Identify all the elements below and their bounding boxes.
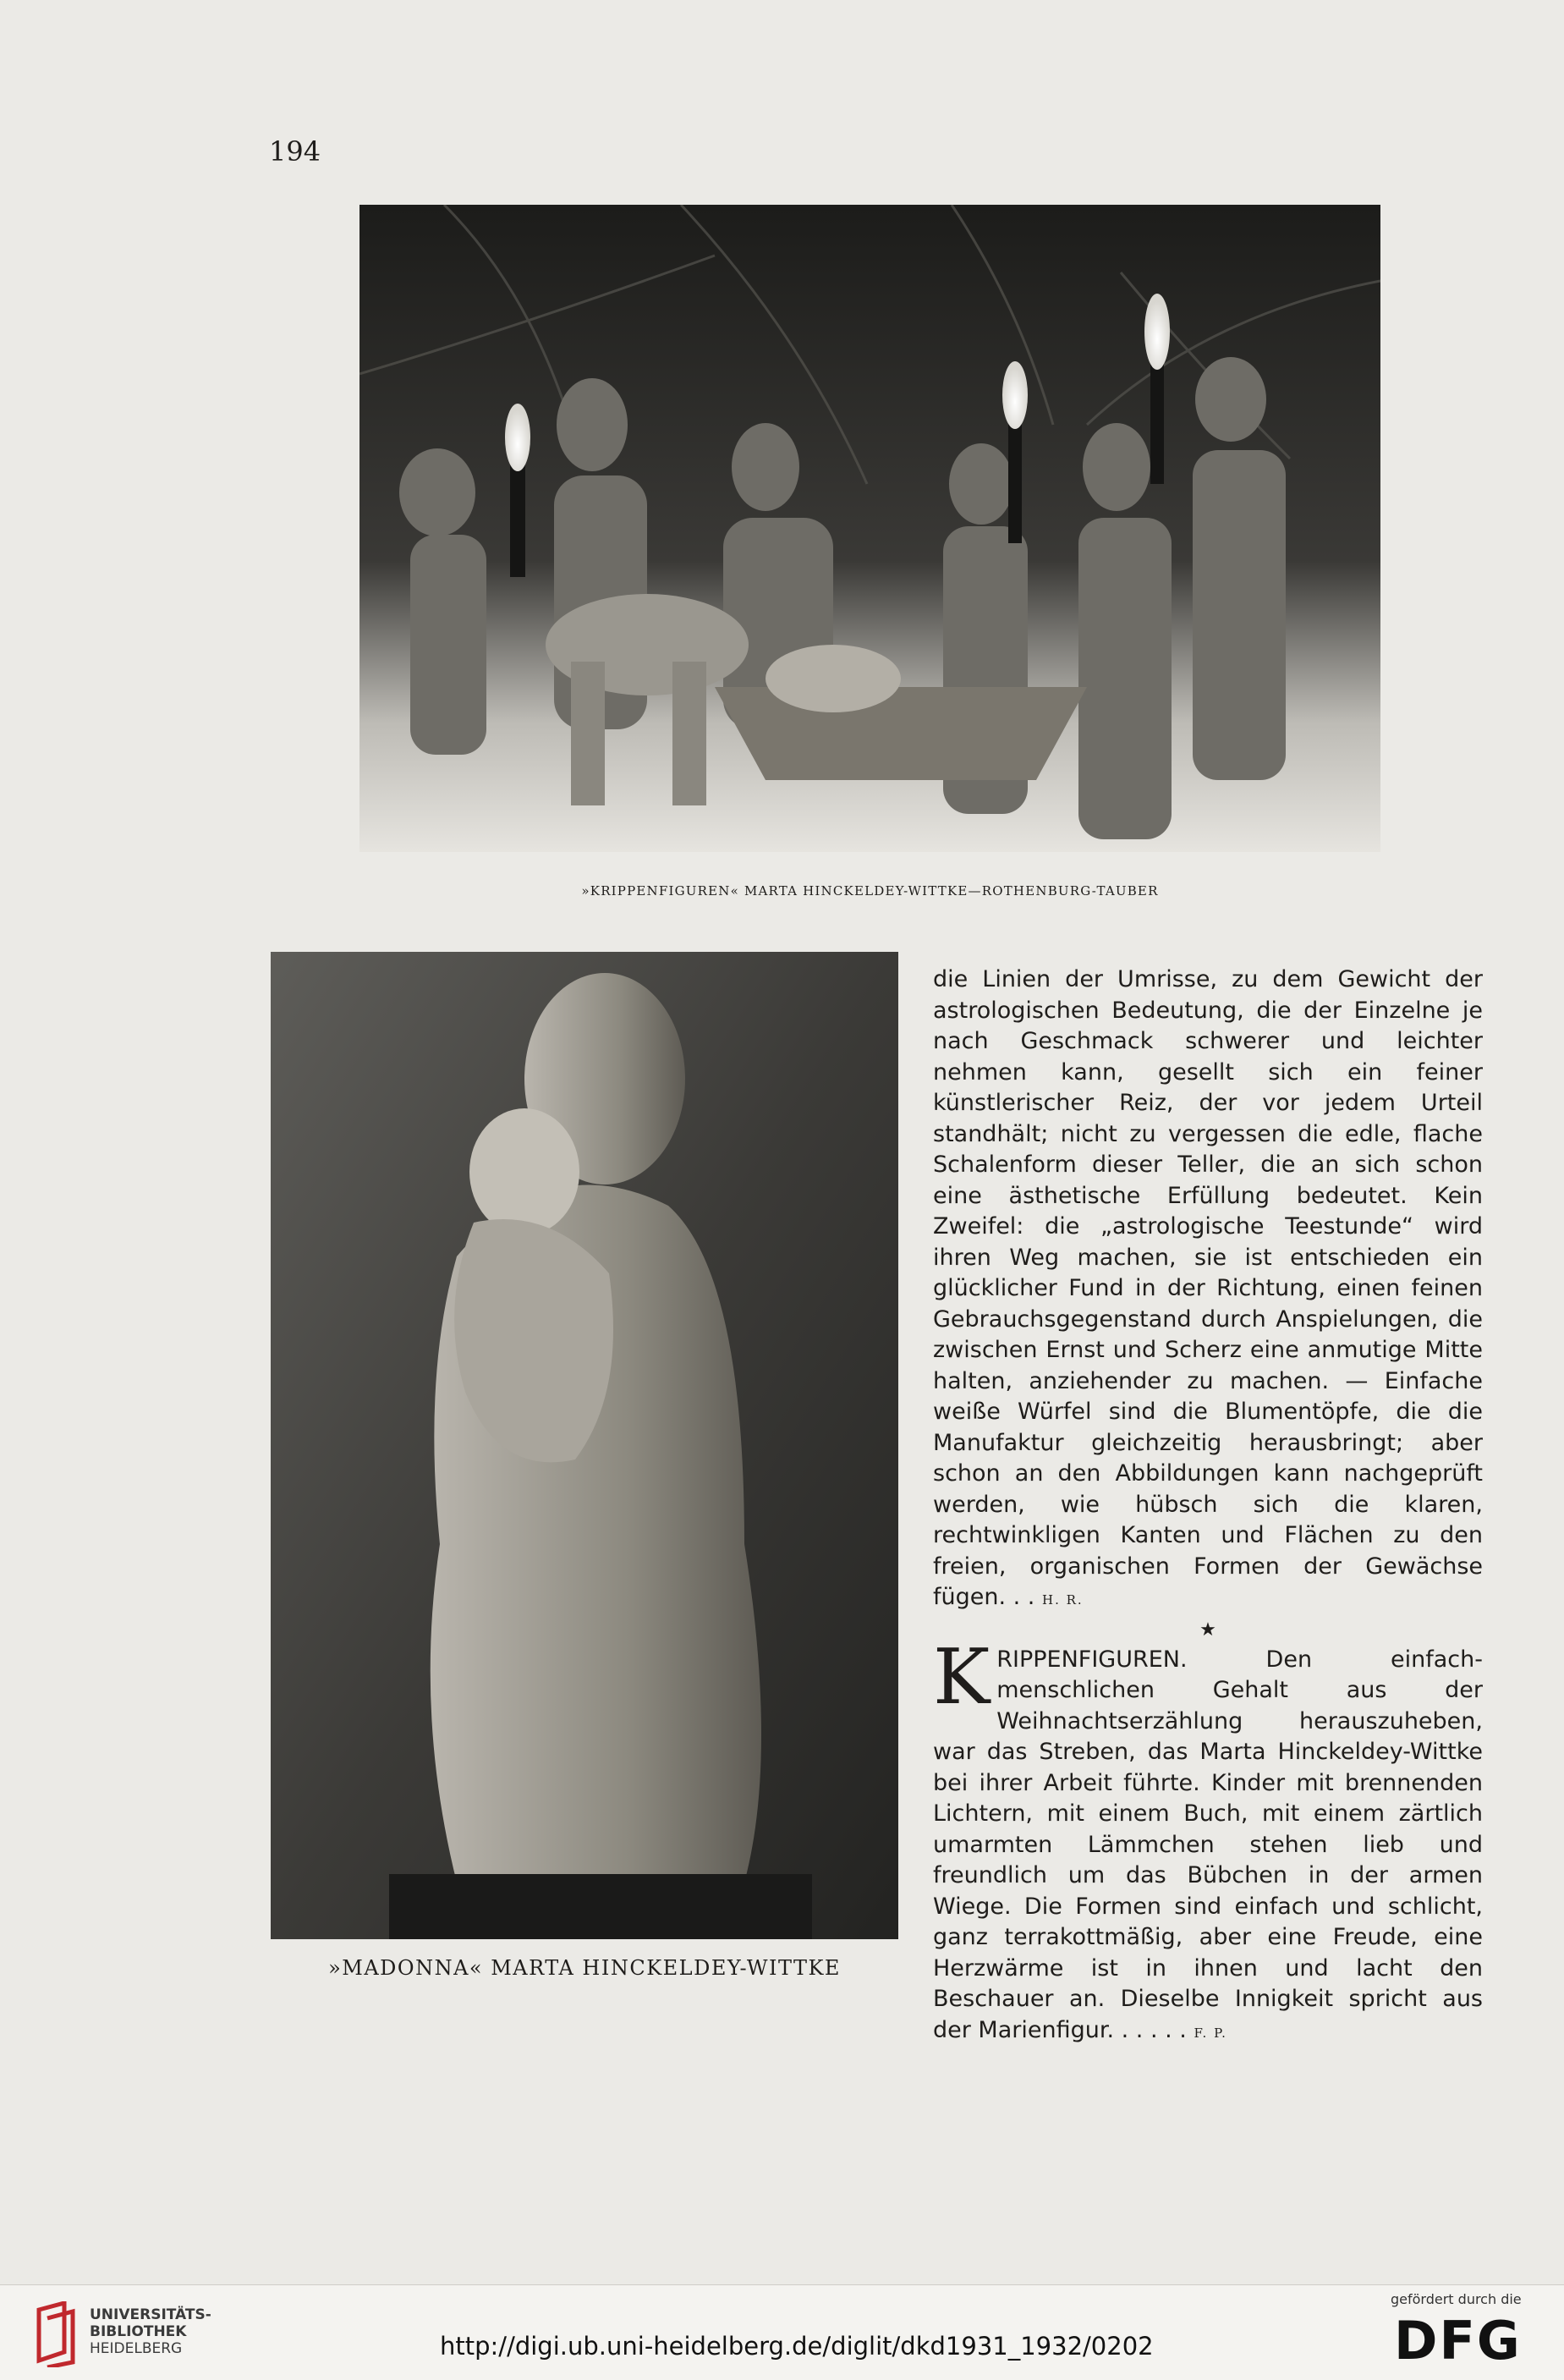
author-initials-1: H. R. [1042, 1592, 1084, 1608]
library-name-line-1: UNIVERSITÄTS- [90, 2306, 211, 2323]
dfg-logo: DFG [1394, 2310, 1522, 2372]
drop-cap-letter: K [933, 1632, 991, 1722]
page-number: 194 [269, 135, 321, 168]
article-paragraph-2: RIPPENFIGUREN. Den einfach-menschlichen Gehalt aus der Weihnachtserzählung herauszuheben, war das Streben, das Marta Hinckeldey-Wittke bei ihrer Arbeit führte. Kinder mit brennenden Lichtern, mit einem Buch, mit einem zärtlich umarmten Lämmchen stehen lieb und freundlich um das Bübchen in der armen Wiege. Die Formen sind einfach und schlicht, ganz terrakottmäßig, aber eine Freude, eine Herzwärme ist in ihnen und lacht den Beschauer an. Dieselbe Innigkeit spricht aus der Marienfigur. . . . . . [933, 1646, 1483, 2043]
library-logo-icon [30, 2301, 81, 2367]
source-url-link[interactable]: http://digi.ub.uni-heidelberg.de/diglit/dkd1931_1932/0202 [440, 2332, 1154, 2361]
article-paragraph-1: die Linien der Umrisse, zu dem Gewicht der astrologischen Bedeutung, die der Einzelne je nach Geschmack schwerer und leichter nehmen kann, gesellt sich ein feiner künstlerischer Reiz, der vor jedem Urteil standhält; nicht zu vergessen die edle, flache Schalenform dieser Teller, die an sich schon eine ästhetische Erfüllung bedeutet. Kein Zweifel: die „astrologische Teestunde“ wird ihren Weg machen, sie ist entschieden ein glücklicher Fund in der Richtung, einen feinen Gebrauchsgegenstand durch Anspielungen, die zwischen Ernst und Scherz eine anmutige Mitte halten, anziehender zu machen. — Einfache weiße Würfel sind die Blumentöpfe, die die Manufaktur gleichzeitig herausbringt; aber schon an den Abbildungen kann nachgeprüft werden, wie hübsch sich die klaren, rechtwinkligen Kanten und Flächen zu den freien, organischen Formen der Gewächse fügen. . . [933, 966, 1483, 1610]
author-initials-2: F. P. [1194, 2025, 1227, 2041]
library-name-line-3: HEIDELBERG [90, 2340, 183, 2357]
section-divider-star: ★ [1199, 1619, 1216, 1641]
nativity-figures-photo [359, 205, 1380, 852]
madonna-caption: »MADONNA« MARTA HINCKELDEY-WITTKE [328, 1956, 841, 1980]
madonna-photo [271, 952, 898, 1939]
article-text [933, 965, 1483, 2048]
top-photo-caption: »KRIPPENFIGUREN« MARTA HINCKELDEY-WITTKE—ROTHENBURG-TAUBER [581, 883, 1159, 899]
library-name-line-2: BIBLIOTHEK [90, 2323, 187, 2340]
library-name [90, 2306, 211, 2357]
funding-note: gefördert durch die [1391, 2291, 1522, 2307]
